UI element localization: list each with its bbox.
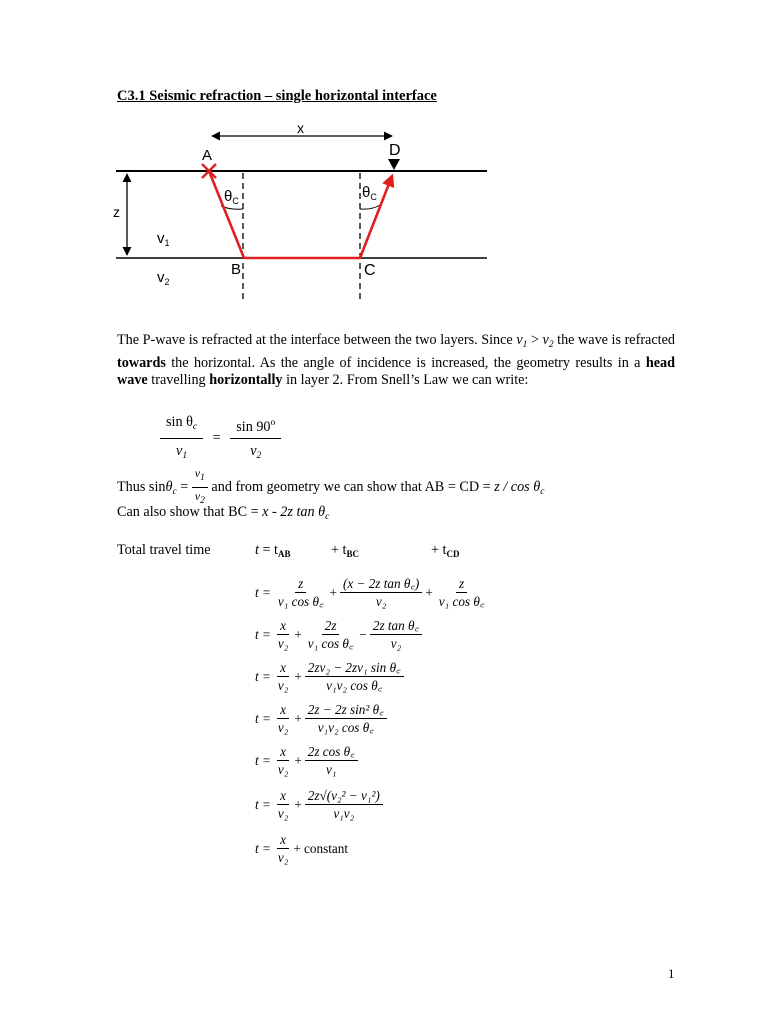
equation-1: t = $\frac{z}{\text{v₁ cos θ꜀}}$ + $\frac{\text{(x − 2z tan θ꜀)}}{\text{v₂}}$ + $\frac{z}{\text{v₁ cos θ꜀}}$: [255, 576, 485, 609]
section-title: C3.1 Seismic refraction – single horizontal interface: [117, 88, 437, 104]
angle-arc-D: [360, 205, 380, 209]
equation-3: t = $\frac{x}{\text{v₂}}$ + $\frac{\text{2zv₂ − 2zv₁ sin θ꜀}}{\text{v₁v₂ cos θ꜀}}$: [255, 660, 404, 693]
z-label: z: [113, 204, 120, 220]
page-number: 1: [668, 966, 675, 981]
snells-law-equation: $\frac{\sin \theta_c}{v_1}$ = $\frac{\sin 90^o}{v_2}$: [160, 414, 281, 464]
thus-line: Thus sinθ$_c$ = $\frac{v_1}{v_2}$ and from geometry we can show that AB = CD = z / $\cos \theta_c$: [117, 466, 545, 506]
explanation-paragraph: The P-wave is refracted at the interface between the two layers. Since $v_1 > v_2$ the wave is refracted towards the horizontal. As the angle of incidence is increased, the geometry results in a head wave travelling horizontally in layer 2. From Snell’s Law we can write:: [117, 332, 675, 389]
total-travel-time-expression: $t = t_{AB}$ + $t_{BC}$ + $t_{CD}$: [255, 542, 460, 559]
point-D-label: D: [389, 142, 401, 159]
x-label: x: [297, 120, 304, 136]
v1-label: $v_1$: [157, 230, 170, 248]
point-B-label: B: [231, 261, 242, 278]
equation-2: t = $\frac{x}{\text{v₂}}$ + $\frac{2z}{\text{v₁ cos θ꜀}}$ − $\frac{\text{2z tan θ꜀}}{\text{v₂}}$: [255, 618, 422, 651]
equation-4: t = $\frac{x}{\text{v₂}}$ + $\frac{\text{2z − 2z sin² θ꜀}}{\text{v₁v₂ cos θ꜀}}$: [255, 702, 387, 735]
theta-c-label-A: $\theta_C$: [224, 188, 239, 206]
bc-line: Can also show that BC = x - 2z $\tan \theta_c$: [117, 504, 330, 522]
point-C-label: C: [364, 262, 376, 279]
equation-6: t = $\frac{x}{\text{v₂}}$ + $\frac{\text{2z√(v₂² − v₁²)}}{\text{v₁v₂}}$: [255, 788, 383, 821]
equation-7: t = $\frac{x}{\text{v₂}}$ + constant: [255, 832, 349, 865]
point-A-label: A: [202, 147, 213, 164]
theta-c-label-D: $\theta_C$: [362, 184, 377, 202]
v2-label: $v_2$: [157, 269, 170, 287]
receiver-triangle: [388, 159, 400, 170]
refraction-diagram: [0, 110, 768, 310]
equation-5: t = $\frac{x}{\text{v₂}}$ + $\frac{\text{2z cos θ꜀}}{\text{v₁}}$: [255, 744, 358, 777]
total-travel-time-line: Total travel time: [117, 542, 211, 558]
